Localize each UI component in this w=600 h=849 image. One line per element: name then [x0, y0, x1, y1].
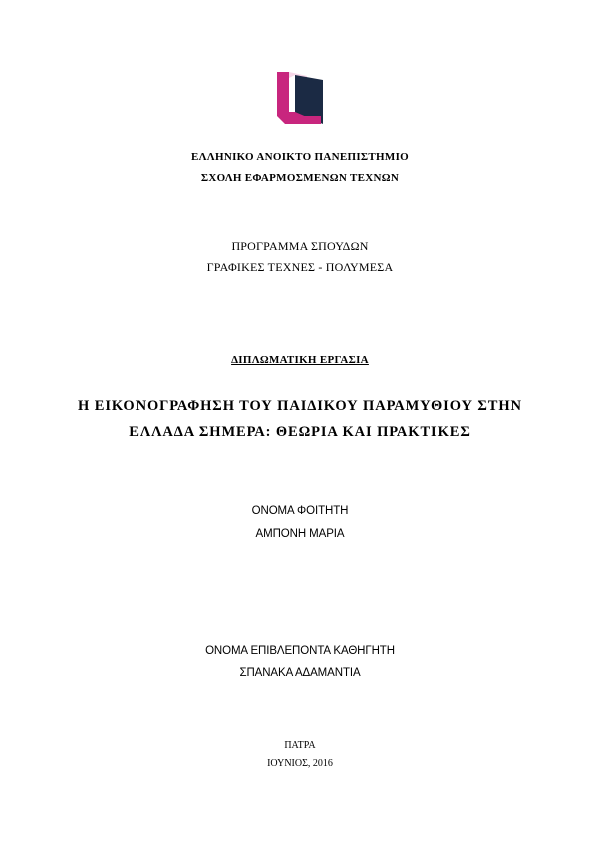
university-name: ΕΛΛΗΝΙΚΟ ΑΝΟΙΚΤΟ ΠΑΝΕΠΙΣΤΗΜΙΟ: [190, 151, 410, 163]
thesis-type: ΔΙΠΛΩΜΑΤΙΚΗ ΕΡΓΑΣΙΑ: [231, 354, 369, 366]
university-logo-icon: [275, 72, 325, 124]
program-label: ΠΡΟΓΡΑΜΜΑ ΣΠΟΥΔΩΝ: [231, 239, 369, 253]
thesis-title-line-1: Η ΕΙΚΟΝΟΓΡΑΦΗΣΗ ΤΟΥ ΠΑΙΔΙΚΟΥ ΠΑΡΑΜΥΘΙΟΥ ΣΤΗΝ: [78, 398, 522, 414]
city: ΠΑΤΡΑ: [284, 740, 316, 751]
student-name: ΑΜΠΟΝΗ ΜΑΡΙΑ: [255, 528, 345, 540]
supervisor-label: ΟΝΟΜΑ ΕΠΙΒΛΕΠΟΝΤΑ ΚΑΘΗΓΗΤΗ: [205, 645, 395, 657]
program-name: ΓΡΑΦΙΚΕΣ ΤΕΧΝΕΣ - ΠΟΛΥΜΕΣΑ: [206, 260, 394, 274]
school-name: ΣΧΟΛΗ ΕΦΑΡΜΟΣΜΕΝΩΝ ΤΕΧΝΩΝ: [200, 172, 400, 184]
student-label: ΟΝΟΜΑ ΦΟΙΤΗΤΗ: [251, 505, 349, 517]
thesis-title-line-2: ΕΛΛΑΔΑ ΣΗΜΕΡΑ: ΘΕΩΡΙΑ ΚΑΙ ΠΡΑΚΤΙΚΕΣ: [129, 424, 471, 440]
supervisor-name: ΣΠΑΝΑΚΑ ΑΔΑΜΑΝΤΙΑ: [239, 667, 361, 679]
date: ΙΟΥΝΙΟΣ, 2016: [267, 758, 333, 769]
